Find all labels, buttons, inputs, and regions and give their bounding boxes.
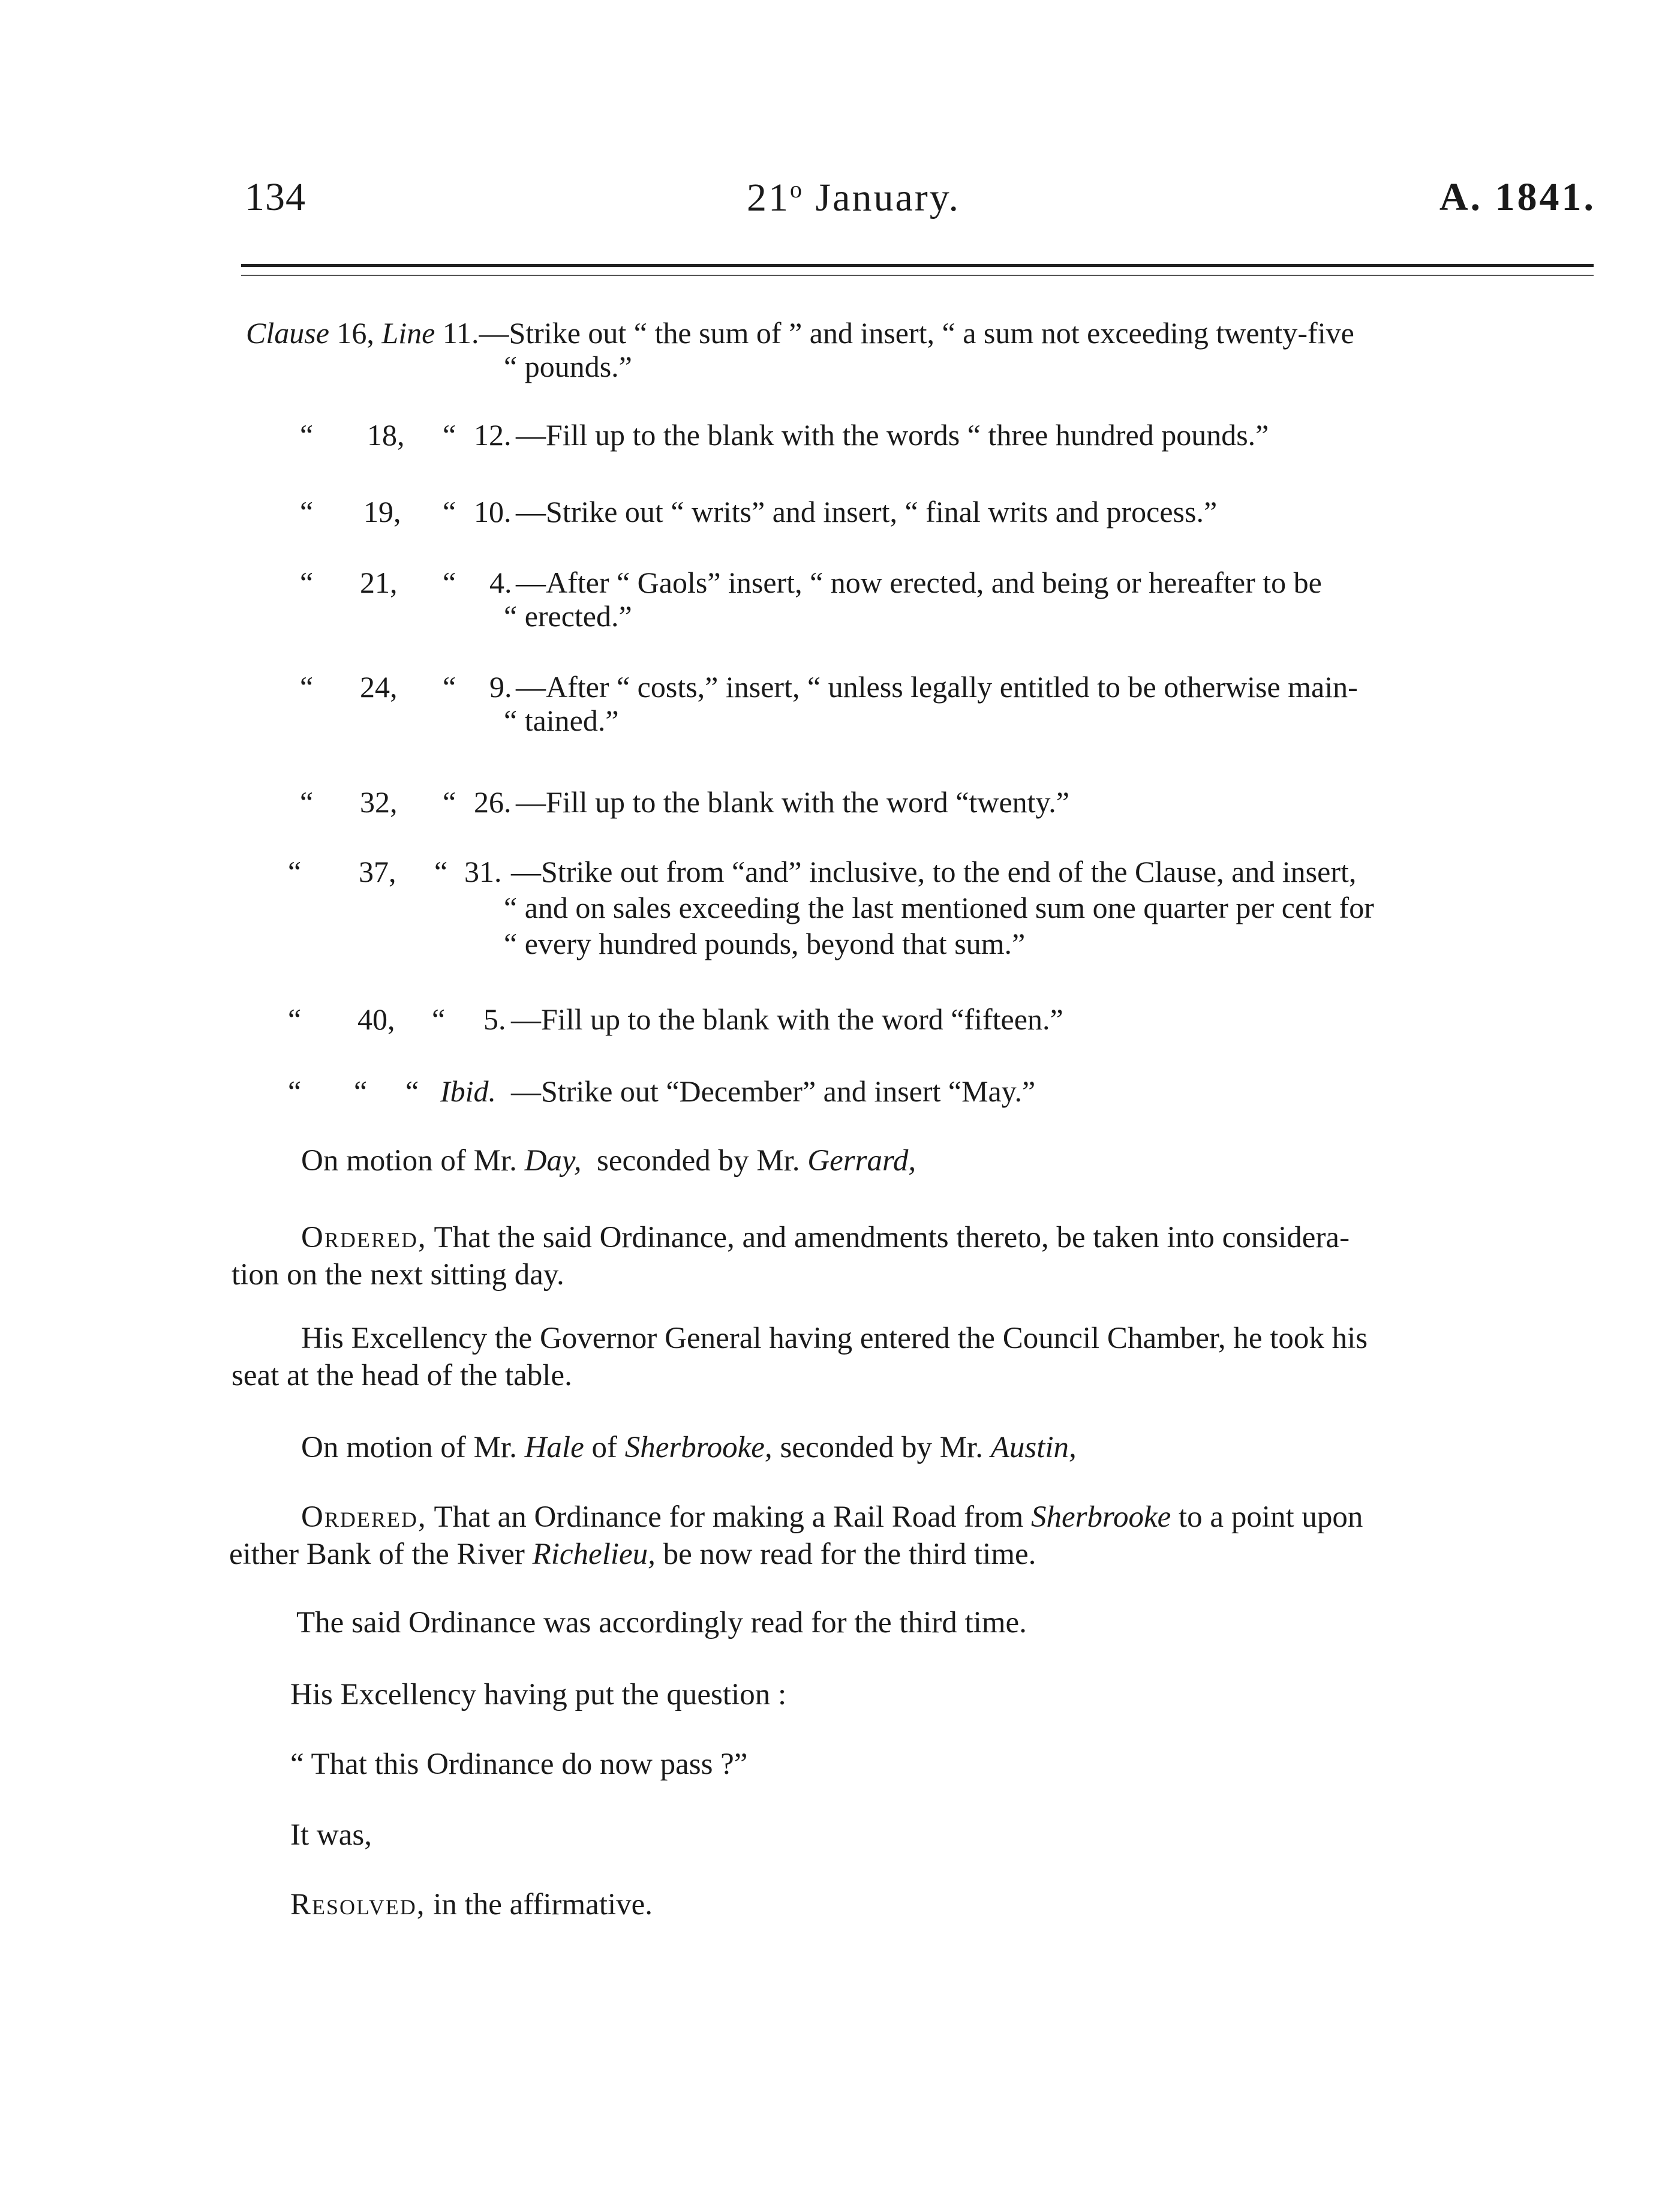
ditto-mark: “ <box>443 785 456 819</box>
date-month: January. <box>815 176 960 220</box>
ditto-mark: “ <box>288 1002 302 1036</box>
clause-number: 24, <box>360 670 398 704</box>
line-number: 5. <box>483 1002 506 1036</box>
clause-number: 21, <box>360 566 398 599</box>
clause-number: 19, <box>363 495 401 529</box>
ditto-mark: “ <box>300 785 314 819</box>
ditto-mark: “ <box>432 1002 446 1036</box>
ditto-mark: “ <box>405 1074 419 1108</box>
amendment-continuation: “ pounds.” <box>504 350 632 383</box>
date-day: 21 <box>747 176 790 220</box>
ditto-mark: “ <box>300 566 314 599</box>
ditto-mark: “ <box>288 1074 302 1108</box>
ordered-paragraph-cont: tion on the next sitting day. <box>232 1258 564 1292</box>
amendment-continuation: “ erected.” <box>504 599 632 633</box>
quote-paragraph: “ That this Ordinance do now pass ?” <box>290 1747 748 1781</box>
ditto-mark: “ <box>354 1074 368 1108</box>
amendment-text: —Strike out “ writs” and insert, “ final writs and process.” <box>516 495 1218 529</box>
clause-number: 37, <box>359 855 396 888</box>
page-year: A. 1841. <box>1439 175 1596 219</box>
header-rule-thin <box>241 275 1594 276</box>
ditto-mark: “ <box>443 418 456 452</box>
ditto-mark: “ <box>434 855 448 888</box>
line-number: 26. <box>474 785 512 819</box>
amendment-continuation: “ every hundred pounds, beyond that sum.” <box>504 927 1026 960</box>
clause-number: 16, <box>336 316 374 350</box>
page-date <box>747 178 960 218</box>
ditto-mark: “ <box>300 495 314 529</box>
ditto-mark: “ <box>443 495 456 529</box>
clause-number: 40, <box>357 1002 395 1036</box>
ordered-paragraph-cont: either Bank of the River Richelieu, be now read for the third time. <box>229 1538 1036 1571</box>
amendment-text: —Fill up to the blank with the word “fifteen.” <box>511 1002 1063 1036</box>
amendment-text: —Strike out from “and” inclusive, to the end of the Clause, and insert, <box>511 855 1357 888</box>
governor-paragraph: His Excellency the Governor General having entered the Council Chamber, he took his <box>301 1322 1368 1355</box>
amendment-text: —Strike out “ the sum of ” and insert, “ a sum not exceeding twenty-five <box>479 316 1354 350</box>
header-rule <box>241 264 1594 267</box>
it-was-line: It was, <box>290 1818 372 1852</box>
question-paragraph: His Excellency having put the question : <box>290 1678 787 1711</box>
ditto-mark: “ <box>443 670 456 704</box>
amendment-text: —After “ costs,” insert, “ unless legally entitled to be otherwise main- <box>516 670 1358 704</box>
ditto-mark: “ <box>443 566 456 599</box>
amendment-row <box>246 318 1354 348</box>
ditto-mark: “ <box>300 670 314 704</box>
clause-number: 32, <box>360 785 398 819</box>
ordered-paragraph: Ordered, That an Ordinance for making a Rail Road from Sherbrooke to a point upon <box>301 1500 1363 1534</box>
line-number: 9. <box>489 670 512 704</box>
ordered-paragraph: Ordered, That the said Ordinance, and amendments thereto, be taken into considera- <box>301 1221 1350 1254</box>
clause-label: Clause <box>246 316 329 350</box>
motion-paragraph: On motion of Mr. Hale of Sherbrooke, seconded by Mr. Austin, <box>301 1431 1077 1464</box>
amendment-continuation: “ tained.” <box>504 704 619 737</box>
amendment-continuation: “ and on sales exceeding the last mentioned sum one quarter per cent for <box>504 891 1374 924</box>
line-number: 10. <box>474 495 512 529</box>
amendment-text: —Strike out “December” and insert “May.” <box>511 1074 1036 1108</box>
line-number: 4. <box>489 566 512 599</box>
line-label: Line <box>381 316 435 350</box>
motion-paragraph: On motion of Mr. Day, seconded by Mr. Gerrard, <box>301 1144 916 1178</box>
date-ordinal: o <box>790 176 804 203</box>
read-paragraph: The said Ordinance was accordingly read for the third time. <box>296 1606 1027 1640</box>
clause-number: 18, <box>367 418 405 452</box>
ditto-mark: “ <box>288 855 302 888</box>
ditto-mark: “ <box>300 418 314 452</box>
amendment-text: —Fill up to the blank with the word “twenty.” <box>516 785 1069 819</box>
amendment-text: —After “ Gaols” insert, “ now erected, and being or hereafter to be <box>516 566 1322 599</box>
page-number: 134 <box>245 175 306 219</box>
amendment-text: —Fill up to the blank with the words “ three hundred pounds.” <box>516 418 1269 452</box>
governor-paragraph-cont: seat at the head of the table. <box>232 1359 572 1392</box>
line-number: 11. <box>442 316 479 350</box>
resolved-line: Resolved, in the affirmative. <box>290 1888 653 1921</box>
line-reference: Ibid. <box>440 1074 497 1108</box>
line-number: 31. <box>464 855 502 888</box>
line-number: 12. <box>474 418 512 452</box>
